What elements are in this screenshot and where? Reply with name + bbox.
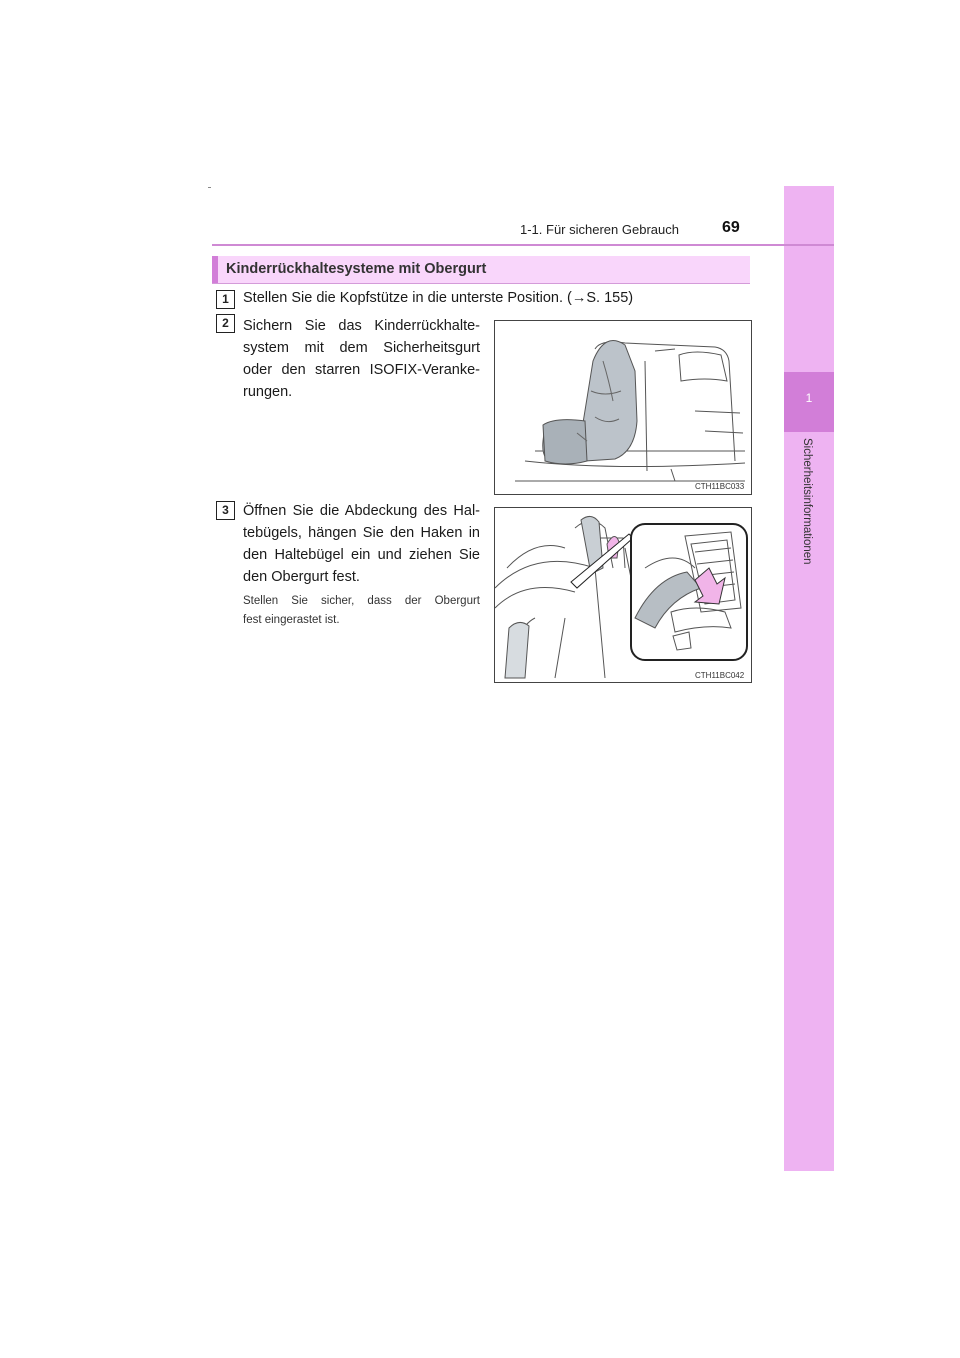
step-2-paragraph (243, 315, 480, 403)
page-number: 69 (722, 219, 740, 236)
header-rule (212, 244, 834, 246)
step-2-line: oder den starren ISOFIX-Veranke- (243, 362, 480, 378)
tether-hook-illustration (494, 507, 752, 683)
step-1-text: Stellen Sie die Kopfstütze in die unterste Position. (→S. 155) (243, 290, 634, 306)
figure-1-code: CTH11BC033 (695, 482, 745, 491)
step-2-line: system mit dem Sicherheitsgurt (243, 340, 480, 356)
step-number-1: 1 (216, 290, 235, 309)
step-3-note-line: fest eingerastet ist. (243, 614, 340, 626)
step-3-line: tebügels, hängen Sie den Haken in (243, 525, 480, 541)
chapter-label: Sicherheitsinformationen (801, 438, 813, 565)
chapter-number: 1 (805, 391, 813, 405)
step-2-line: rungen. (243, 384, 293, 400)
step-number-2: 2 (216, 314, 235, 333)
chapter-side-tab (784, 186, 834, 1171)
step-3-line: den Haltebügel ein und ziehen Sie (243, 547, 480, 563)
header-section-title: 1-1. Für sicheren Gebrauch (520, 222, 679, 237)
step-3-line: den Obergurt fest. (243, 569, 360, 585)
step-3-line: Öffnen Sie die Abdeckung des Hal- (243, 503, 480, 519)
child-seat-illustration (494, 320, 752, 495)
step-3-note-line: Stellen Sie sicher, dass der Obergurt (243, 595, 480, 607)
tether-hook-drawing (495, 508, 751, 682)
step-3-note (243, 592, 480, 630)
figure-2-code: CTH11BC042 (695, 671, 745, 680)
step-3-paragraph (243, 500, 480, 588)
crop-tick (208, 187, 211, 188)
section-title: Kinderrückhaltesysteme mit Obergurt (226, 261, 487, 277)
step-number-3: 3 (216, 501, 235, 520)
step-2-line: Sichern Sie das Kinderrückhalte- (243, 318, 480, 334)
child-seat-drawing (495, 321, 751, 494)
section-title-accent (212, 256, 218, 283)
